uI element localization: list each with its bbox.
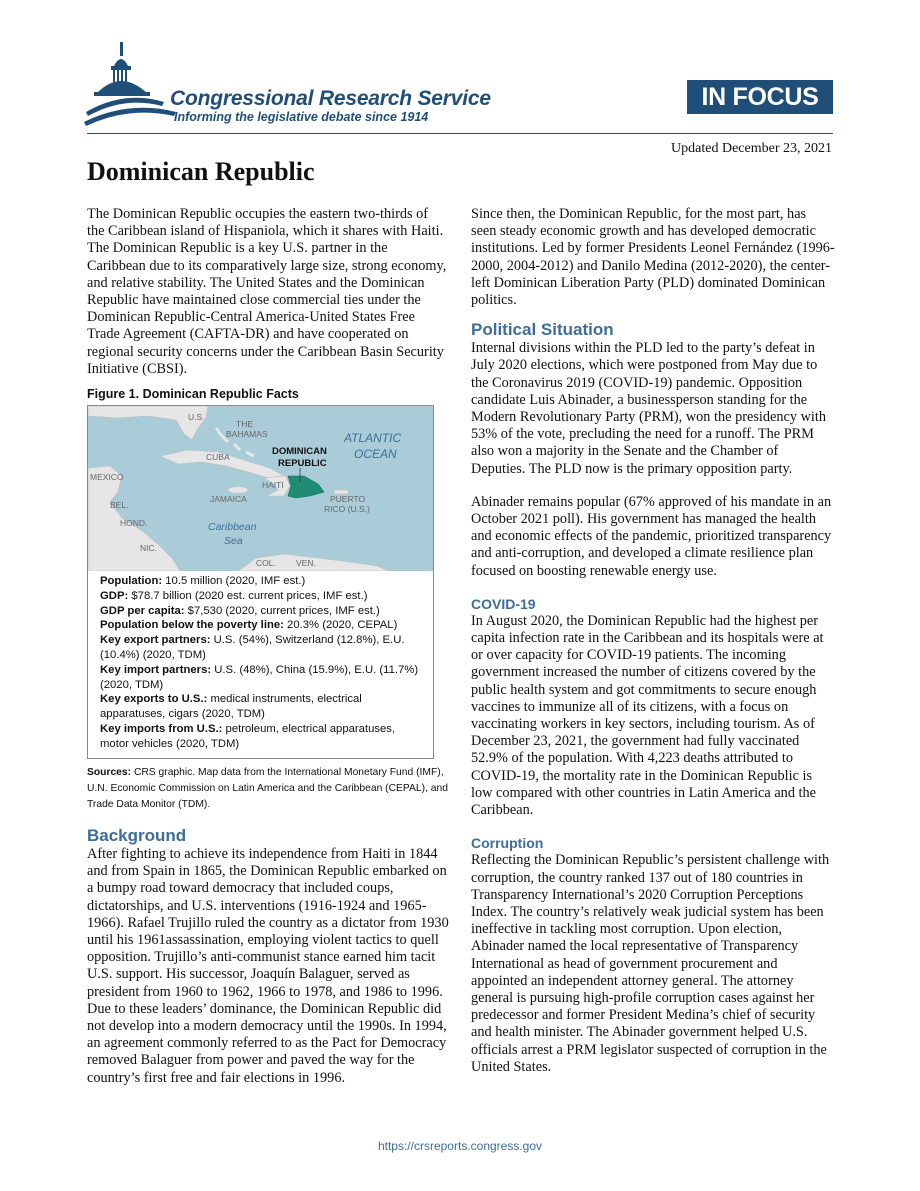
- map-label-hond: HOND.: [120, 518, 148, 528]
- map-label-pr-2: RICO (U.S.): [324, 504, 370, 514]
- map-label-dr-2: REPUBLIC: [278, 458, 327, 469]
- facts-list: [100, 574, 425, 752]
- background-continued: Since then, the Dominican Republic, for the most part, has seen steady economic growth and has developed democratic institutions. Led by former Presidents Leonel Fernández (1996-2000, 2004-2012) and Danilo Medina (2012-2020), the center-left Dominican Liberation Party (PLD) dominated Dominican politics.: [471, 206, 835, 309]
- map-label-us: U.S.: [188, 412, 205, 422]
- map-label-haiti: HAITI: [262, 480, 284, 490]
- covid-heading: COVID-19: [471, 595, 536, 612]
- fact-poverty: Population below the poverty line: 20.3% (2020, CEPAL): [100, 619, 398, 632]
- map-label-caribbean-2: Sea: [224, 535, 243, 547]
- background-text: After fighting to achieve its independence from Haiti in 1844 and from Spain in 1865, the Dominican Republic embarked on a bumpy road toward democracy that included coups, dictatorships, and U.S. interventions (1916-1924 and 1965-1966). Rafael Trujillo ruled the country as a dictator from 1930 until his 1961assassination, employing violent tactics to quell opposition. Trujillo’s anti-communist stance earned him tacit U.S. support. His successor, Joaquín Balaguer, served as president from 1960 to 1962, 1966 to 1978, and 1986 to 1996. Due to these leaders’ dominance, the Dominican Republic did not develop into a modern democracy until the 1990s. In 1994, an agreement commonly referred to as the Pact for Democracy removed Balaguer from power and paved the way for the country’s first free and fair elections in 1996.: [87, 846, 449, 1086]
- crs-capitol-logo: [84, 40, 184, 130]
- fact-gdp-per-capita: GDP per capita: $7,530 (2020, current prices, IMF est.): [100, 604, 380, 617]
- map-label-nic: NIC.: [140, 543, 157, 553]
- figure-box: [87, 405, 434, 759]
- map-label-bahamas-1: THE: [236, 419, 253, 429]
- page-title: Dominican Republic: [87, 157, 315, 186]
- political-p1: Internal divisions within the PLD led to the party’s defeat in July 2020 elections, which were postponed from May due to the Coronavirus 2019 (COVID-19) pandemic. Opposition candidate Luis Abinader, a businessperson standing for the Modern Revolutionary Party (PRM), won the presidency with 53% of the vote, precluding the need for a runoff. The PRM also won a majority in the Senate and the Chamber of Deputies. The PLD now is the primary opposition party.: [471, 340, 826, 477]
- figure-caption: Figure 1. Dominican Republic Facts: [87, 387, 299, 401]
- org-tagline: Informing the legislative debate since 1914: [174, 110, 429, 124]
- intro-text: The Dominican Republic occupies the eastern two-thirds of the Caribbean island of Hispaniola, which it shares with Haiti. The Dominican Republic is a key U.S. partner in the Caribbean due to its comparatively large size, strong economy, and relative stability. The United States and the Dominican Republic have maintained close commercial ties under the Dominican Republic-Central America-United States Free Trade Agreement (CAFTA-DR) and have cooperated on regional security concerns under the Caribbean Basin Security Initiative (CBSI).: [87, 206, 447, 377]
- header-rule: [87, 133, 833, 134]
- covid-text: In August 2020, the Dominican Republic had the highest per capita infection rate in the Caribbean and its hospitals were at or over capacity for COVID-19 patients. The incoming government increased the number of citizens covered by the public health system and got commitments to secure enough vaccines to immunize all of its citizens, with a focus on vaccinating workers in key sectors, including tourism. As of December 23, 2021, the government had fully vaccinated 52.9% of the population. With 4,223 deaths attributed to COVID-19, the mortality rate in the Dominican Republic is low compared with other countries in Latin America and the Caribbean.: [471, 612, 824, 819]
- fact-export-partners: Key export partners: U.S. (54%), Switzerland (12.8%), E.U. (10.4%) (2020, TDM): [100, 634, 405, 661]
- fact-imports-from-us: Key imports from U.S.: petroleum, electrical apparatuses, motor vehicles (2020, TDM): [100, 722, 396, 750]
- map-label-atlantic-2: OCEAN: [354, 447, 397, 461]
- map-label-pr-1: PUERTO: [330, 494, 366, 504]
- map-label-ven: VEN.: [296, 558, 316, 568]
- fact-exports-to-us: Key exports to U.S.: medical instruments, electrical apparatuses, cigars (2020, TDM): [100, 693, 362, 721]
- intro-paragraph: [87, 206, 449, 378]
- fact-population: Population: 10.5 million (2020, IMF est.): [100, 575, 306, 587]
- corruption-heading: Corruption: [471, 835, 544, 852]
- figure-sources: Sources: CRS graphic. Map data from the International Monetary Fund (IMF), U.N. Economic Commission on Latin America and the Caribbean (CEPAL), and Trade Data Monitor (TDM).: [87, 767, 448, 810]
- political-heading: Political Situation: [471, 320, 614, 340]
- right-column: [471, 206, 835, 1076]
- map-label-bel: BEL.: [110, 500, 129, 510]
- map-label-jamaica: JAMAICA: [210, 494, 247, 504]
- corruption-text: Reflecting the Dominican Republic’s persistent challenge with corruption, the country ranked 137 out of 180 countries in Transparency International’s 2020 Corruption Perceptions Index. The country’s relatively weak judicial system has been ineffective in tackling most corruption. Upon election, Abinader named the local representative of Transparency International as head of government procurement and appointed an independent attorney general. The attorney general is pursuing high-profile corruption cases against her predecessor and former President Medina’s chief of security and health minister. The Abinader government helped U.S. officials arrest a PRM legislator suspected of corruption in the United States.: [471, 852, 830, 1075]
- map: [88, 406, 433, 571]
- background-heading: Background: [87, 826, 187, 845]
- map-label-bahamas-2: BAHAMAS: [226, 429, 268, 439]
- map-label-dr-1: DOMINICAN: [272, 446, 327, 457]
- map-label-cuba: CUBA: [206, 452, 230, 462]
- political-p2: Abinader remains popular (67% approved of his mandate in an October 2021 poll). His government has managed the health and economic effects of the pandemic, prioritized transparency and anti-corruption, and developed a climate resilience plan focused on boosting renewable energy use.: [471, 493, 832, 579]
- footer-url[interactable]: https://crsreports.congress.gov: [377, 1139, 543, 1153]
- map-label-col: COL.: [256, 558, 276, 568]
- background-section: [87, 826, 449, 1087]
- fact-import-partners: Key import partners: U.S. (48%), China (15.9%), E.U. (11.7%) (2020, TDM): [100, 663, 419, 691]
- updated-date: Updated December 23, 2021: [671, 141, 832, 156]
- map-label-mexico: MEXICO: [90, 472, 124, 482]
- map-label-caribbean-1: Caribbean: [208, 521, 257, 533]
- map-label-atlantic-1: ATLANTIC: [344, 431, 402, 445]
- org-name: Congressional Research Service: [170, 87, 491, 110]
- fact-gdp: GDP: $78.7 billion (2020 est. current prices, IMF est.): [100, 589, 368, 602]
- in-focus-badge: IN FOCUS: [687, 80, 833, 114]
